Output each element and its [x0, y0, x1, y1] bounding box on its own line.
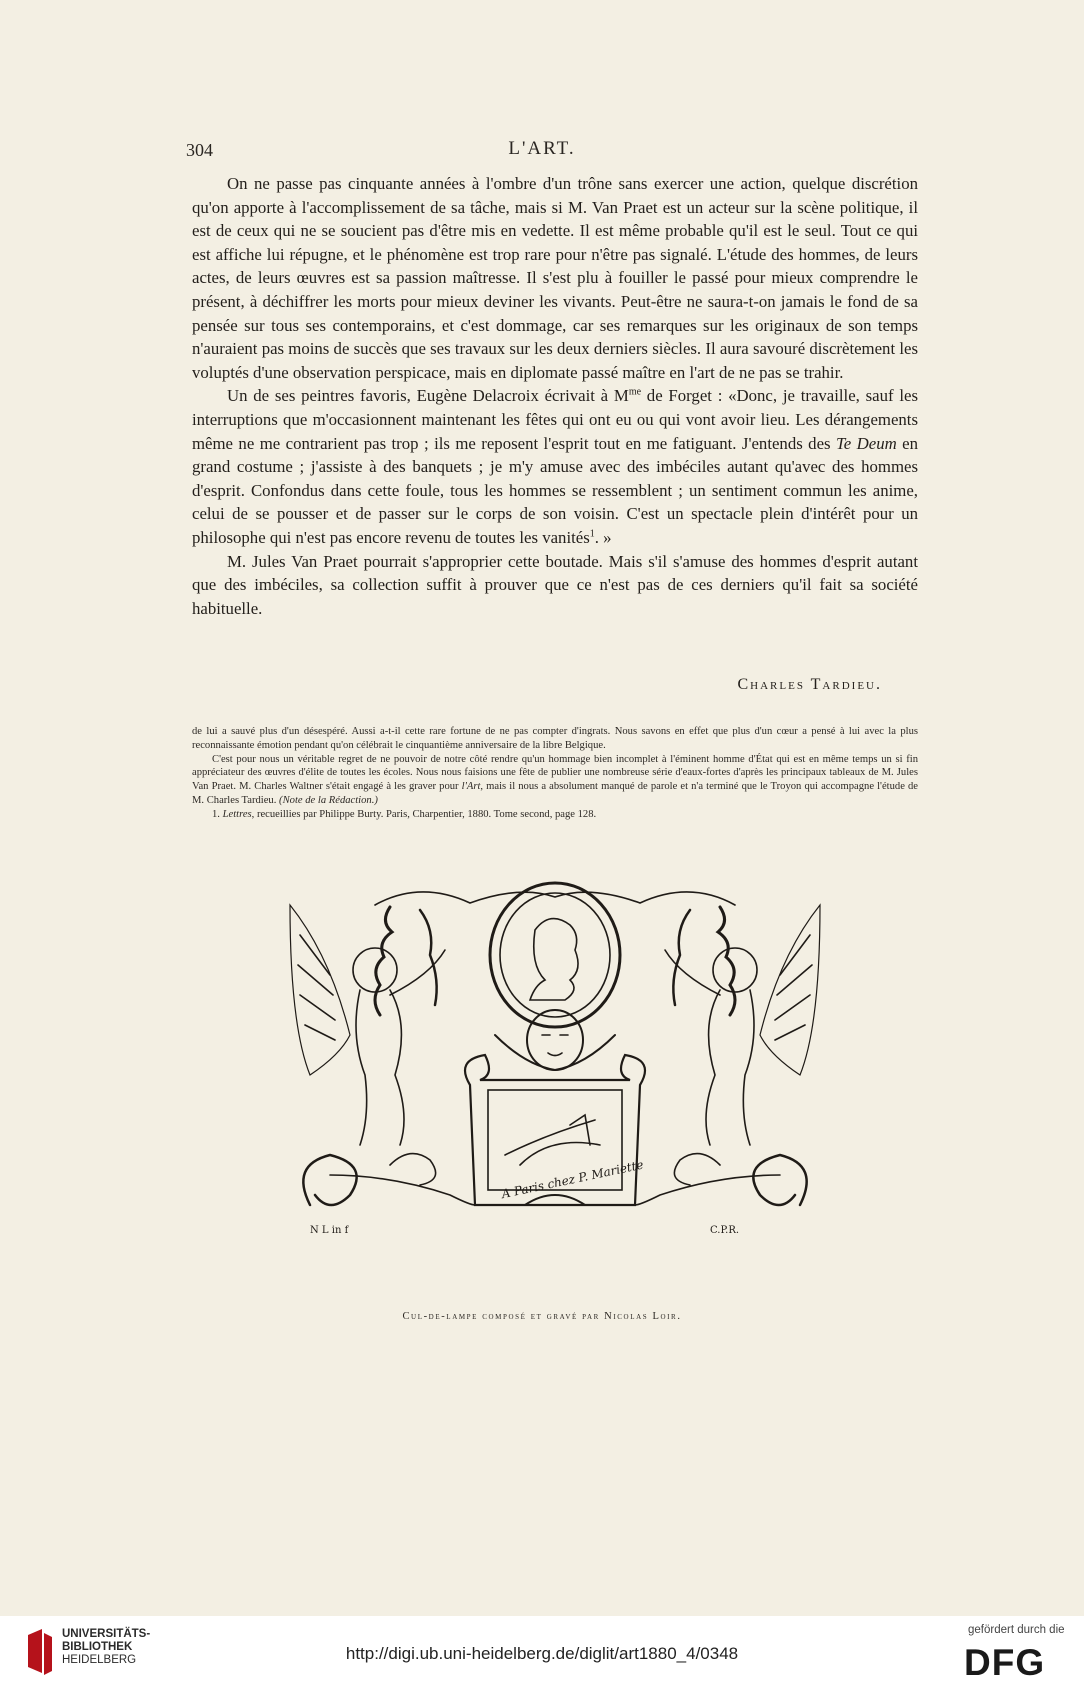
page-number: 304 [186, 140, 213, 160]
paragraph-2 [192, 384, 918, 549]
footnote-number: 1. [212, 808, 220, 820]
paragraph-2-text: Un de ses peintres favoris, Eugène Delacroix écrivait à M [227, 386, 629, 406]
engraver-mark-left: N L in f [310, 1225, 349, 1236]
page-header [0, 140, 1084, 168]
footnote-continued: de lui a sauvé plus d'un désespéré. Aussi a-t-il cette rare fortune de ne pas compter d'ingrats. Nous savons en effet que plus d'un cœur a pensé à lui avec la plus reconnaissante émotion pendant qu'on célébrait le cinquantième anniversaire de la libre Belgique. [192, 726, 918, 751]
article-body [192, 172, 918, 620]
library-name-line: HEIDELBERG [62, 1654, 137, 1666]
note-de-la-redaction: (Note de la Rédaction.) [279, 794, 378, 806]
cartouche-inscription: A Paris chez P. Mariette [500, 1157, 645, 1202]
superscript-me: me [628, 386, 642, 398]
paragraph-3: M. Jules Van Praet pourrait s'approprier cette boutade. Mais s'il s'amuse des hommes d'esprit autant que des imbéciles, sa collection suffit à prouver que ce n'est pas de ces derniers qu'il fait sa société habituelle. [192, 551, 918, 618]
footnote-ref: 1 [589, 528, 595, 540]
cul-de-lampe-engraving [270, 875, 840, 1300]
paragraph-2-text: . » [594, 527, 612, 547]
dfg-logo: DFG [964, 1642, 1046, 1683]
running-title: L'ART. [508, 138, 576, 159]
library-name-line: UNIVERSITÄTS- [62, 1628, 151, 1640]
paragraph-1: On ne passe pas cinquante années à l'ombre d'un trône sans exercer une action, quelque discrétion qu'on apporte à l'accomplissement de sa tâche, mais si M. Van Praet est un acteur sur la scène politique, il est de ceux qui ne se soucient pas d'être mis en vedette. Il est même probable qu'il est le seul. Tout ce qui est affiche lui répugne, et le phénomène est trop rare pour n'être pas signalé. L'étude des hommes, de leurs actes, de leurs œuvres est sa passion maîtresse. Il s'est plu à fouiller le passé pour mieux comprendre le présent, à déchiffrer les morts pour mieux deviner les vivants. Peut-être ne saura-t-on jamais le fond de sa pensée sur tous ses contemporains, et c'est dommage, car ses remarques sur les originaux de son temps n'auraient pas moins de succès que ses travaux sur les deux derniers siècles. Il aura savouré discrètement les voluptés d'une observation perspicace, mais en diplomate passé maître en l'art de ne pas se trahir. [192, 174, 918, 382]
paragraph-2-text: en grand costume ; j'assiste à des banquets ; je m'y amuse avec des imbéciles autant qu'avec des hommes d'esprit. Confondus dans cette foule, tous les hommes se ressemblent ; un sentiment commun les anime, celui de se pousser et de passer sur le corps de son voisin. C'est un spectacle plein d'intérêt pour un philosophe qui n'est pas encore revenu de toutes les vanités [192, 433, 918, 547]
paragraph-2-text: de Forget : «Donc, je travaille, sauf les interruptions que m'occasionnent maintenant les fêtes qui ont eu ou qui vont avoir lieu. Les dérangements même ne me contrarient pas trop ; ils me reposent l'esprit tout en me fatiguant. J'entends des [192, 386, 918, 453]
footnotes [192, 725, 918, 822]
italic-lettres: Lettres [222, 808, 252, 820]
library-name-line: BIBLIOTHEK [62, 1641, 133, 1653]
footnote-1 [192, 808, 918, 822]
author-signature: Charles Tardieu. [737, 676, 882, 693]
italic-lart: l'Art [461, 781, 481, 793]
engraver-mark-right: C.P.R. [710, 1225, 740, 1236]
italic-te-deum: Te Deum [835, 433, 897, 453]
footnote-1-text: , recueillies par Philippe Burty. Paris, Charpentier, 1880. Tome second, page 128. [251, 808, 597, 820]
editorial-note-text: , mais il nous a absolument manqué de parole et n'a terminé que le Troyon qui accompagne l'étude de M. Charles Tardieu. [192, 781, 919, 806]
editorial-note-text: C'est pour nous un véritable regret de ne pouvoir de notre côté rendre qu'un hommage bien incomplet à l'éminent homme d'État qui est en même temps un si fin appréciateur des œuvres d'élite de toutes les écoles. Nous nous faisions une fête de publier une nombreuse série d'eaux-fortes d'après les principaux tableaux de M. Jules Van Praet. M. Charles Waltner s'était engagé à les graver pour [192, 753, 918, 793]
permalink-url[interactable]: http://digi.ub.uni-heidelberg.de/diglit/art1880_4/0348 [345, 1644, 739, 1663]
illustration-caption: Cul-de-lampe composé et gravé par Nicolas Loir. [402, 1311, 682, 1322]
funded-by-label: gefördert durch die [968, 1624, 1065, 1636]
editorial-note [192, 753, 918, 808]
